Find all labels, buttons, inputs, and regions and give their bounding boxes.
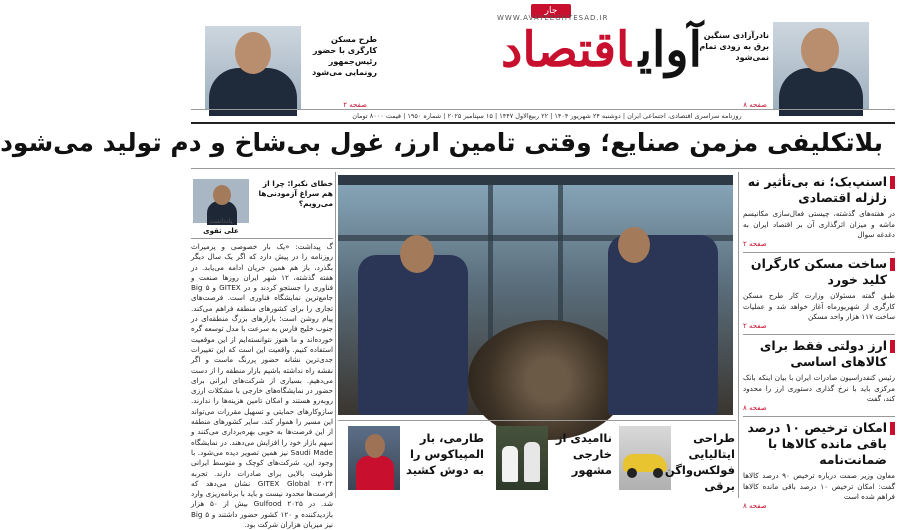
brief-marker (890, 176, 895, 189)
column-body-wrap (191, 242, 334, 530)
photo-beam (338, 175, 733, 185)
site-url[interactable]: WWW.AVAYEEGHTESAD.IR (497, 14, 609, 22)
photo-beam (488, 175, 493, 355)
logo-word-black: آوای (638, 22, 702, 78)
newspaper-logo[interactable] (501, 22, 702, 78)
brief-item[interactable] (743, 338, 895, 412)
thumb-electric-car[interactable] (619, 426, 671, 490)
divider (191, 122, 895, 124)
column-rule (738, 172, 739, 498)
brief-page: صفحه ۲ (743, 240, 767, 248)
news-briefs (743, 172, 896, 510)
brief-body: معاون وزیر صمت درباره ترخیص ۹۰ درصد کالاها گفت: امکان ترخیص ۱۰ درصد باقی مانده کالاها فراهم شده است (743, 471, 896, 501)
teaser-right-page: صفحه ۸ (743, 101, 767, 109)
photo-beam (558, 175, 563, 345)
photo-worker-right (608, 235, 718, 415)
brief-title: امکان ترخیص ۱۰ درصد باقی مانده کالاها با ضمانت‌نامه (747, 420, 887, 467)
divider (743, 252, 895, 253)
brief-body: رئیس کنفدراسیون صادرات ایران با بیان اینکه بانک مرکزی باید با نرخ گذاری دستوری ارز را محدود کند، گفت (743, 373, 895, 403)
brief-page: صفحه ۲ (743, 322, 767, 330)
portrait-face (235, 32, 271, 74)
brief-page: صفحه ۸ (743, 502, 767, 510)
brief-marker (890, 258, 895, 271)
opinion-column (191, 175, 334, 530)
photo-worker-left (358, 255, 468, 415)
thumb-football-players[interactable] (496, 426, 548, 490)
divider (743, 416, 895, 417)
bottom-caption[interactable]: طارمی، بار المپیاکوس را به دوش کشید (406, 431, 484, 477)
column-teaser[interactable]: خطای نکبرا: چرا از هم سراغ آزمودنی‌ها می‌رویم؟ (258, 179, 333, 208)
brief-item[interactable] (743, 174, 895, 248)
brief-marker (890, 422, 895, 435)
bottom-caption[interactable]: طراحی ایتالیایی فولکس‌واگن برقی (664, 431, 735, 493)
column-body: گ‌ پیداشت: «یک بار خصوصی و پرمیراث روزنامه را در پیش دارد که اگر یک سال دیگر بگذرد، باز هم همین جریان ادامه می‌یابد. در هفته گذشته، ۱۲ شهر ایران روزها صنعت و فناوری را جستجو کردند و در GITEX و Big ۵ جامع‌ترین نمایشگاه فناوری است. فرصت‌های تجاری را برای کشورهای منطقه فراهم می‌کند. پیام روشن است؛ بازارهای بزرگ منطقه‌ای در جنوب خلیج فارس به سرعت با مدل توسعه گره خورده‌اند و ما هنوز نتوانسته‌ایم از این موقعیت استفاده کنیم. واقعیت این است که این تغییرات جدی‌ترین نشانه حضور پررنگ ماست و اگر نقشه راه نداشته باشیم بازار منطقه را از دست می‌دهیم. بسیاری از شرکت‌های ایرانی برای حضور در نمایشگاه‌های خارجی با مشکلات ارزی روبه‌رو هستند و امکان تامین هزینه‌ها را ندارند. سازوکارهای حمایتی و تسهیل مقررات می‌تواند این مسیر را هموار کند. سایر کشورهای منطقه از این فرصت‌ها به خوبی بهره‌برداری می‌کنند و سهم بازار خود را افزایش می‌دهند. در نمایشگاه Saudi Made نیز همین تصویر دیده می‌شود. با وجود این، شرکت‌های کوچک و متوسط ایرانی ظرفیت بالایی برای صادرات دارند. تجربه GITEX Global ۲۰۲۴ نشان می‌دهد که فرصت‌ها محدود نیست و باید با برنامه‌ریزی وارد شد. در Gulfood ۲۰۲۵ بیش از ۵۰ هزار بازدیدکننده و ۱۲۰ کشور حضور داشتند و Big ۵ نیز میزبان هزاران شرکت بود. (191, 242, 334, 530)
teaser-left-page: صفحه ۲ (343, 101, 367, 109)
divider (191, 238, 333, 239)
teaser-left-text[interactable]: طرح مسکن کارگری با حضور رئیس‌جمهور رونمایی می‌شود (312, 35, 377, 77)
divider (191, 168, 895, 169)
logo-badge: جار (531, 4, 571, 18)
brief-marker (890, 340, 895, 353)
divider (191, 109, 895, 110)
photo-worker-face (400, 235, 434, 273)
divider (338, 420, 736, 421)
brief-body: طبق گفته مسئولان وزارت کار طرح مسکن کارگری از شهریورماه آغاز خواهد شد و عملیات ساخت ۱۱۷ هزار واحد مسکن (743, 291, 895, 321)
portrait-left (205, 26, 301, 110)
bottom-caption[interactable]: ناامیدی از خارجی مشهور (555, 431, 612, 477)
author-name: علی تقوی (203, 227, 239, 235)
thumb-taremi[interactable] (348, 426, 400, 490)
column-rule (335, 172, 336, 498)
brief-item[interactable] (743, 256, 895, 330)
issue-meta-line: روزنامه سراسری اقتصادی، اجتماعی ایران | دوشنبه ۲۴ شهریور ۱۴۰۴ | ۲۲ ربیع‌الاول ۱۴۴۷ | ۱۵ سپتامبر ۲۰۲۵ | شماره ۱۹۵۰ | قیمت ۸۰۰۰ تومان (352, 112, 742, 120)
brief-page: صفحه ۸ (743, 404, 767, 412)
divider (743, 334, 895, 335)
brief-title: ارز دولتی فقط برای کالاهای اساسی (759, 338, 887, 369)
photo-turbine (468, 320, 628, 440)
author-tag: یادداشت (209, 217, 233, 225)
main-photo[interactable] (338, 175, 733, 415)
brief-title: اسنپ‌بک؛ نه بی‌تأثیر نه زلزله اقتصادی (747, 174, 887, 205)
brief-title: ساخت مسکن کارگران کلید خورد (750, 256, 887, 287)
brief-body: در هفته‌های گذشته، چیستی فعال‌سازی مکانیسم ماشه و میزان اثرگذاری آن بر اقتصاد ایران به دغدغه سوال (743, 209, 895, 239)
logo-word-red: اقتصاد (501, 22, 631, 78)
brief-item[interactable] (743, 420, 895, 510)
photo-worker-face (618, 227, 650, 263)
teaser-right-text[interactable]: نادرآزادی سنگین برق به زودی تمام نمی‌شود (699, 31, 769, 62)
main-headline[interactable]: بلاتکلیفی مزمن صنایع؛ وقتی تامین ارز، غول بی‌شاخ و دم تولید می‌شود (0, 128, 883, 157)
portrait-right (773, 22, 869, 110)
portrait-face (801, 28, 839, 72)
